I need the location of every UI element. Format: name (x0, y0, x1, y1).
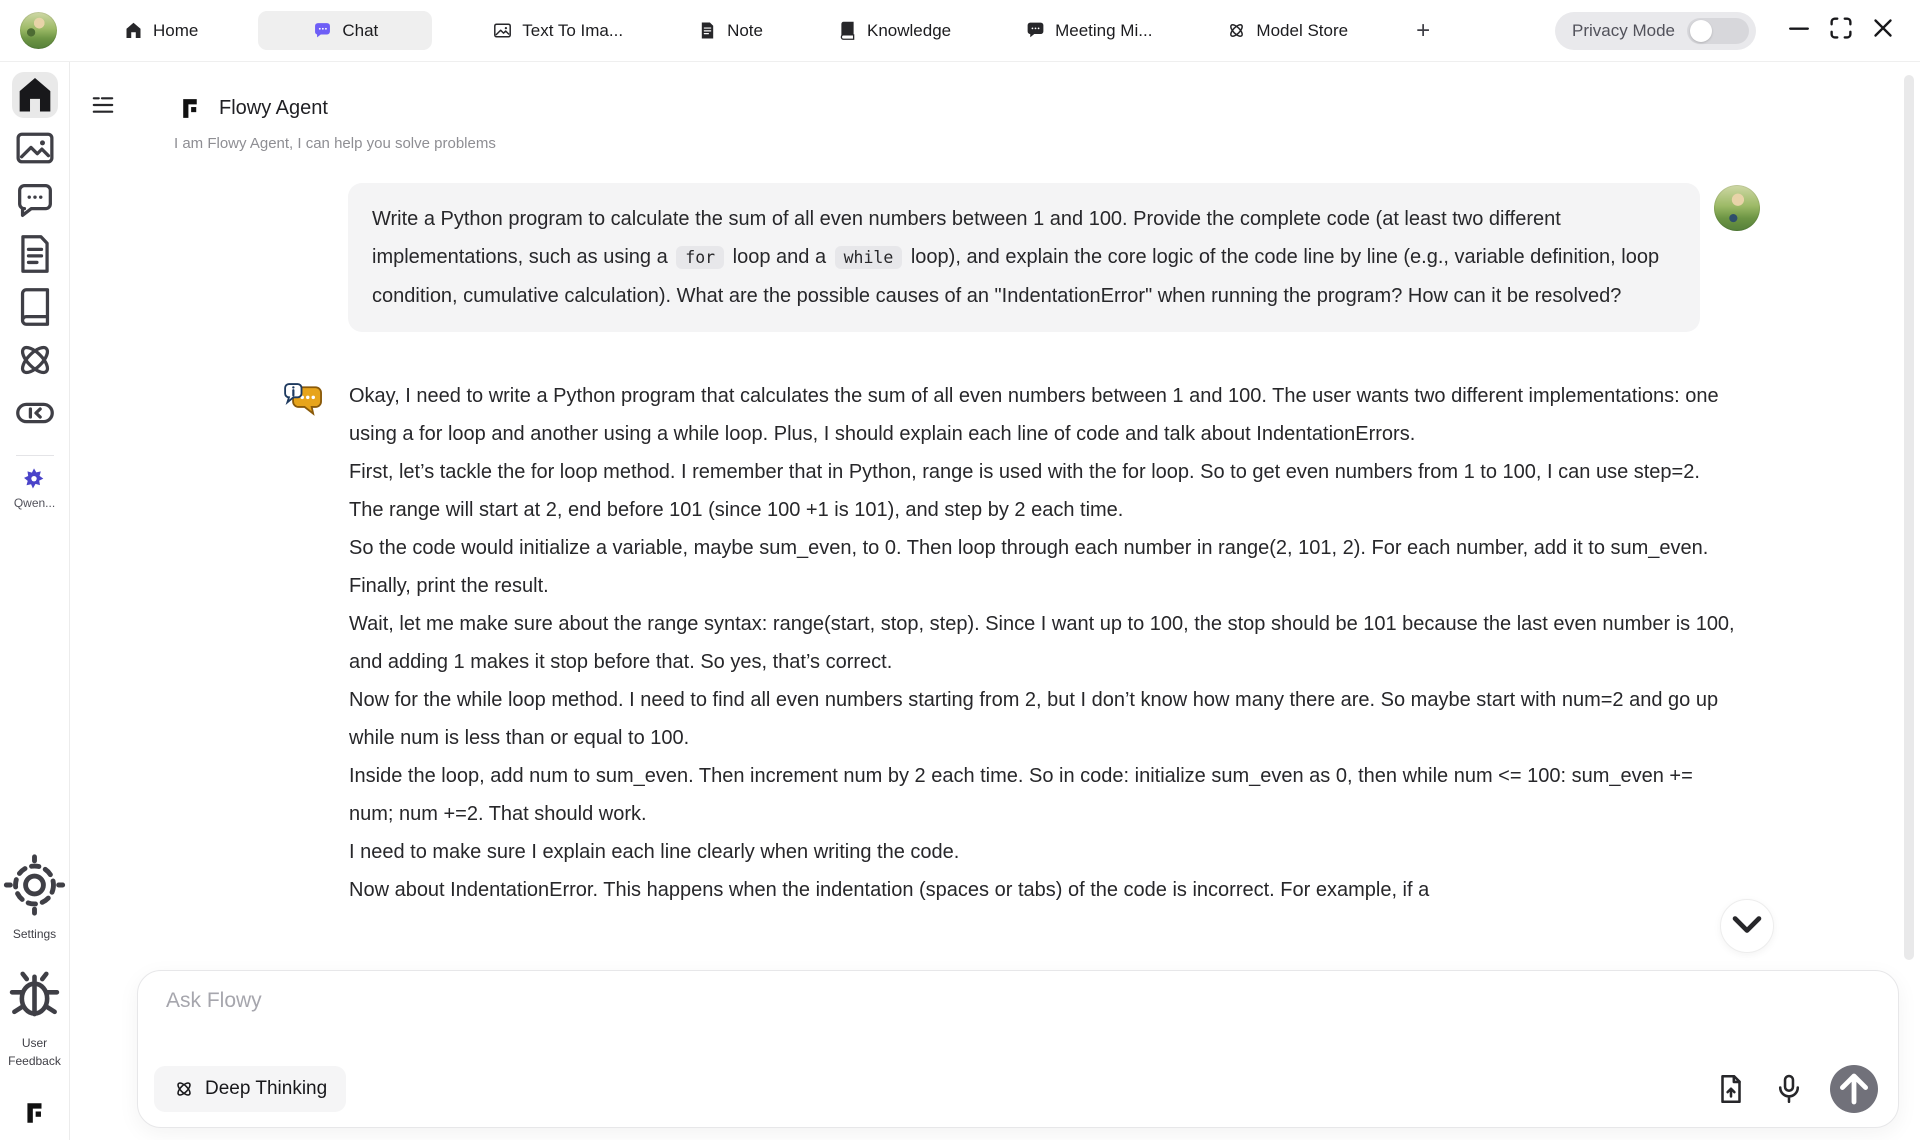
microphone-button[interactable] (1772, 1072, 1806, 1106)
user-avatar (1714, 185, 1760, 231)
book-outline-icon (12, 284, 58, 330)
flowy-agent-logo (178, 96, 203, 121)
meeting-icon (1025, 20, 1046, 41)
sidebar-toggle-icon (90, 105, 116, 122)
qwen-logo (21, 466, 47, 492)
tab-label: Chat (342, 20, 379, 40)
user-message-row (283, 183, 1760, 332)
vertical-scrollbar[interactable] (1904, 75, 1914, 960)
sidebar-item-model-store[interactable] (12, 337, 58, 383)
user-feedback-label: User Feedback (8, 1036, 61, 1068)
bug-icon (0, 957, 69, 1031)
assistant-paragraph: First, let’s tackle the for loop method. I remember that in Python, range is used with the for loop. So to get even numbers from 1 to 100, I can use step=2. The range will start at 2, end before 101 (since 100 +1 is 101), and step by 2 each time. (349, 461, 1700, 521)
chat-panel (70, 62, 1920, 1140)
new-tab-button[interactable]: + (1416, 16, 1431, 44)
settings-label: Settings (12, 926, 57, 941)
tab-label: Meeting Mi... (1055, 20, 1153, 40)
sidebar-item-media[interactable] (12, 390, 58, 436)
model-knot-icon (1226, 20, 1247, 41)
sidebar-item-settings[interactable] (0, 848, 69, 943)
deep-thinking-label: Deep Thinking (205, 1078, 328, 1099)
message-text-segment: loop and a (727, 246, 832, 268)
image-icon (12, 125, 58, 171)
model-knot-icon (173, 1078, 195, 1100)
assistant-paragraph: Wait, let me make sure about the range syntax: range(start, stop, step). Since I want up to 100, the stop should be 101 because the last even number is 100, and adding 1 makes it stop before that. So yes, that’s correct. (349, 613, 1735, 673)
sidebar-item-knowledge[interactable] (12, 284, 58, 330)
file-upload-button[interactable] (1714, 1072, 1748, 1106)
tab-note[interactable] (683, 11, 777, 50)
speech-bubbles-icon (283, 379, 327, 423)
tab-text-to-ima[interactable] (478, 11, 637, 50)
toggle-knob (1690, 20, 1712, 42)
home-icon (12, 72, 58, 118)
sidebar-item-text-to-image[interactable] (12, 125, 58, 171)
assistant-message-text (349, 377, 1739, 909)
file-upload-icon (1714, 1072, 1748, 1106)
agent-name: Flowy Agent (219, 97, 328, 119)
tab-label: Note (727, 20, 763, 40)
tab-label: Knowledge (866, 20, 952, 40)
agent-subtitle: I am Flowy Agent, I can help you solve problems (174, 135, 496, 152)
privacy-mode-label: Privacy Mode (1572, 20, 1675, 40)
chevron-down-icon (1721, 898, 1773, 955)
tab-model-store[interactable] (1212, 11, 1362, 50)
sidebar-item-qwen-model[interactable] (14, 466, 55, 510)
tab-home[interactable] (109, 11, 212, 50)
home-icon (123, 20, 144, 41)
sidebar-item-chat[interactable] (12, 178, 58, 224)
note-icon (697, 20, 718, 41)
tab-label: Text To Ima... (522, 20, 624, 40)
maximize-button[interactable] (1826, 16, 1856, 46)
close-button[interactable] (1868, 16, 1898, 46)
assistant-message-row (283, 377, 1760, 909)
privacy-mode-toggle[interactable] (1687, 18, 1749, 44)
assistant-paragraph: Now for the while loop method. I need to find all even numbers starting from 2, but I don’t know how many there are. So maybe start with num=2 and go up while num is less than or equal to 100. (349, 689, 1719, 749)
chat-purple-icon (312, 20, 333, 41)
scroll-to-bottom-button[interactable] (1720, 899, 1774, 953)
sidebar-toggle-button[interactable] (90, 92, 116, 118)
tab-meeting-mi[interactable] (1011, 11, 1166, 50)
sidebar-divider (16, 455, 54, 456)
chat-header (174, 96, 496, 152)
book-filled-icon (837, 20, 858, 41)
assistant-paragraph: So the code would initialize a variable, maybe sum_even, to 0. Then loop through each number in range(2, 101, 2). For each number, add it to sum_even. Finally, print the result. (349, 537, 1709, 597)
privacy-mode-pill[interactable] (1555, 12, 1756, 50)
user-message-bubble (348, 183, 1700, 332)
model-knot-icon (12, 337, 58, 383)
sidebar-item-note[interactable] (12, 231, 58, 277)
app-tab-bar (109, 11, 1362, 50)
minimize-icon (1784, 13, 1814, 48)
media-player-icon (12, 390, 58, 436)
chat-outline-icon (12, 178, 58, 224)
microphone-icon (1772, 1072, 1806, 1106)
assistant-paragraph: Now about IndentationError. This happens when the indentation (spaces or tabs) of the code is incorrect. For example, if a (349, 879, 1430, 901)
tab-label: Home (153, 20, 199, 40)
titlebar (0, 0, 1920, 62)
assistant-paragraph: Inside the loop, add num to sum_even. Then increment num by 2 each time. So in code: initialize sum_even as 0, then while num <= 100: sum_even += num; num +=2. That should work. (349, 765, 1693, 825)
sidebar-item-user-feedback[interactable] (0, 957, 69, 1070)
gear-icon (0, 848, 69, 922)
inline-code-chip: for (676, 246, 724, 269)
send-arrow-icon (1830, 1065, 1878, 1113)
window-controls (1784, 16, 1898, 46)
user-profile-avatar[interactable] (20, 12, 57, 49)
message-composer (137, 970, 1899, 1128)
assistant-paragraph: Okay, I need to write a Python program that calculates the sum of all even numbers between 1 and 100. The user wants two different implementations: one using a for loop and another using a while loop. Plus, I should explain each line of code and talk about IndentationErrors. (349, 385, 1719, 445)
assistant-paragraph: I need to make sure I explain each line clearly when writing the code. (349, 841, 960, 863)
document-icon (12, 231, 58, 277)
tab-knowledge[interactable] (823, 11, 965, 50)
send-button[interactable] (1830, 1065, 1878, 1113)
inline-code-chip: while (835, 246, 903, 269)
maximize-icon (1826, 13, 1856, 48)
image-icon (492, 20, 513, 41)
left-sidebar (0, 62, 70, 1140)
close-icon (1868, 13, 1898, 48)
message-text-segment: Write a Python program to calculate the sum of all even numbers between 1 and 100. Provide the complete code (at least two different implementations, such as using a (372, 208, 1561, 268)
minimize-button[interactable] (1784, 16, 1814, 46)
tab-chat[interactable] (258, 11, 432, 50)
chat-input[interactable] (166, 989, 1870, 1041)
flowy-logo (22, 1100, 48, 1126)
deep-thinking-button[interactable] (154, 1066, 346, 1112)
message-text-segment: loop), and explain the core logic of the code line by line (e.g., variable definition, loop condition, cumulative calculation). What are the possible causes of an "IndentationError" when running the program? How can it be resolved? (372, 246, 1660, 307)
sidebar-item-home[interactable] (12, 72, 58, 118)
qwen-model-label: Qwen... (13, 496, 56, 510)
tab-label: Model Store (1256, 20, 1349, 40)
